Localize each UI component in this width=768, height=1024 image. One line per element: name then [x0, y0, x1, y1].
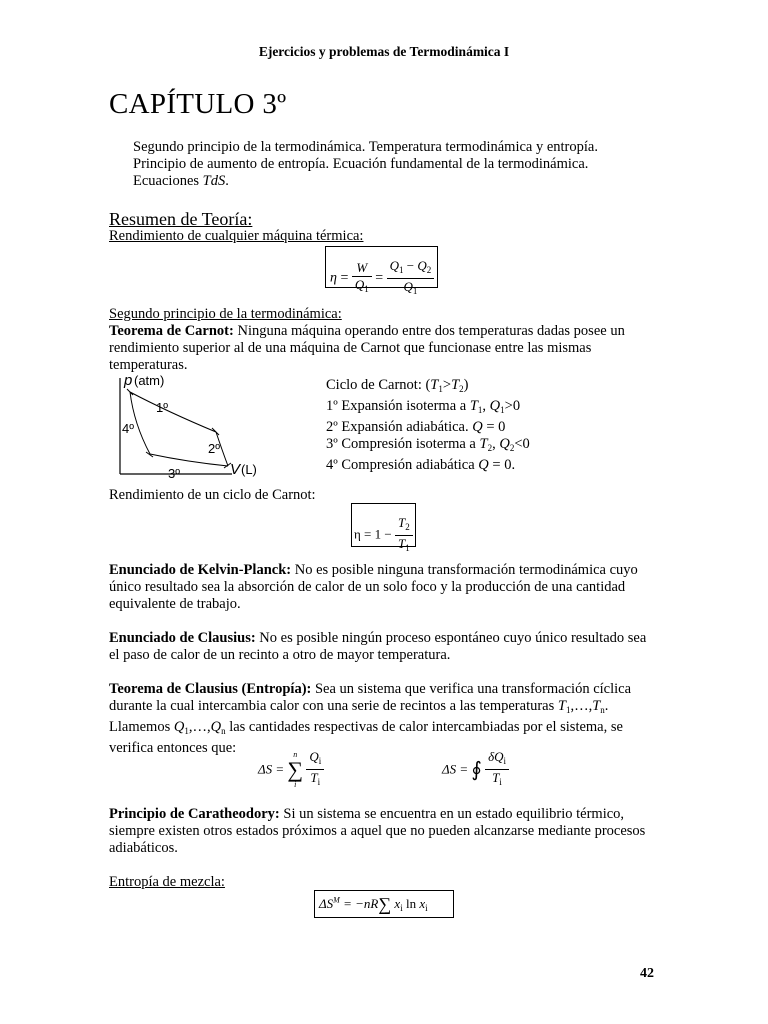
arrow-mark	[212, 428, 219, 435]
running-header: Ejercicios y problemas de Termodinámica I	[258, 44, 510, 59]
intro-line-3: Ecuaciones TdS.	[133, 173, 229, 189]
carnot-step-1: 1º Expansión isoterma a $T_1$, $Q_1>0$	[326, 398, 521, 415]
v-unit: (L)	[241, 462, 257, 477]
kelvin-planck-statement: Enunciado de Kelvin-Planck: No es posible ninguna transformación termodinámica cuyo único resultado sea la absorción de calor de un solo foco y la producción de una cantidad equivalente de trabajo.	[109, 562, 638, 612]
carnot-step-3: 3º Compresión isoterma a $T_2$, $Q_2<0$	[326, 436, 530, 453]
efficiency-formula: η = $\frac{W}{Q_1}$ = $\frac{Q_1 - Q_2}{Q_1}$	[325, 246, 438, 288]
clausius-statement: Enunciado de Clausius: No es posible ningún proceso espontáneo cuyo único resultado sea el paso de calor de un recinto a otro de mayor temperatura.	[109, 630, 647, 663]
carnot-efficiency-formula: η = 1 − $\frac{T_2}{T_1}$	[351, 503, 416, 547]
chapter-title: CAPÍTULO 3º	[109, 88, 287, 120]
entropy-integral-formula: ΔS = ∮ $\frac{\delta Q_i}{T_i}$	[442, 749, 509, 790]
carnot-theorem: Teorema de Carnot: Ninguna máquina operando entre dos temperaturas dadas posee un rendimiento superior al de una máquina de Carnot que funcionase entre las mismas temperaturas.	[109, 323, 625, 373]
carnot-step-2: 2º Expansión adiabática. Q = 0	[326, 419, 506, 435]
step-2-label: 2º	[208, 441, 220, 456]
mixing-entropy-label: Entropía de mezcla:	[109, 874, 225, 890]
step-1-label: 1º	[156, 400, 168, 415]
v-label: V	[230, 461, 241, 478]
caratheodory-principle: Principio de Caratheodory: Si un sistema se encuentra en un estado equilibrio térmico, siempre existen otros estados próximos a aquel que no pueden alcanzarse mediante procesos adiabáticos.	[109, 806, 646, 856]
step-3-label: 3º	[168, 466, 180, 481]
entropy-sum-formula: ΔS = n ∑ i $\frac{Q_i}{T_i}$	[258, 749, 324, 790]
summary-heading: Resumen de Teoría:	[109, 209, 253, 229]
carnot-cycle-steps	[326, 377, 530, 474]
page-number: 42	[640, 966, 654, 981]
p-unit: (atm)	[134, 373, 165, 388]
step-4-label: 4º	[122, 421, 134, 436]
chapter-intro	[133, 139, 663, 190]
isotherm-expansion-curve	[130, 392, 216, 432]
carnot-cycle-title: Ciclo de Carnot: $(T_1>T_2)$	[326, 377, 469, 394]
carnot-pv-diagram	[108, 372, 278, 484]
intro-line-1: Segundo principio de la termodinámica. Temperatura termodinámica y entropía.	[133, 139, 598, 155]
p-label: p	[124, 372, 133, 389]
clausius-entropy-theorem: Teorema de Clausius (Entropía): Sea un sistema que verifica una transformación cíclica durante la cual intercambia calor con una serie de recintos a las temperaturas $T_1,\dots,T_n$. Llamemos $Q_1,\dots,Q_n$ las cantidades respectivas de calor intercambiadas por el sistema, se verifica entonces que:	[109, 681, 632, 756]
mixing-entropy-formula: $\Delta S^M = -nR\sum$ $x_i$ $\ln x_i$	[314, 890, 454, 918]
carnot-efficiency-label: Rendimiento de un ciclo de Carnot:	[109, 487, 316, 503]
efficiency-label: Rendimiento de cualquier máquina térmica:	[109, 228, 364, 244]
intro-line-2: Principio de aumento de entropía. Ecuación fundamental de la termodinámica.	[133, 156, 589, 172]
second-law-label: Segundo principio de la termodinámica:	[109, 306, 342, 322]
carnot-step-4: 4º Compresión adiabática Q = 0.	[326, 457, 516, 473]
